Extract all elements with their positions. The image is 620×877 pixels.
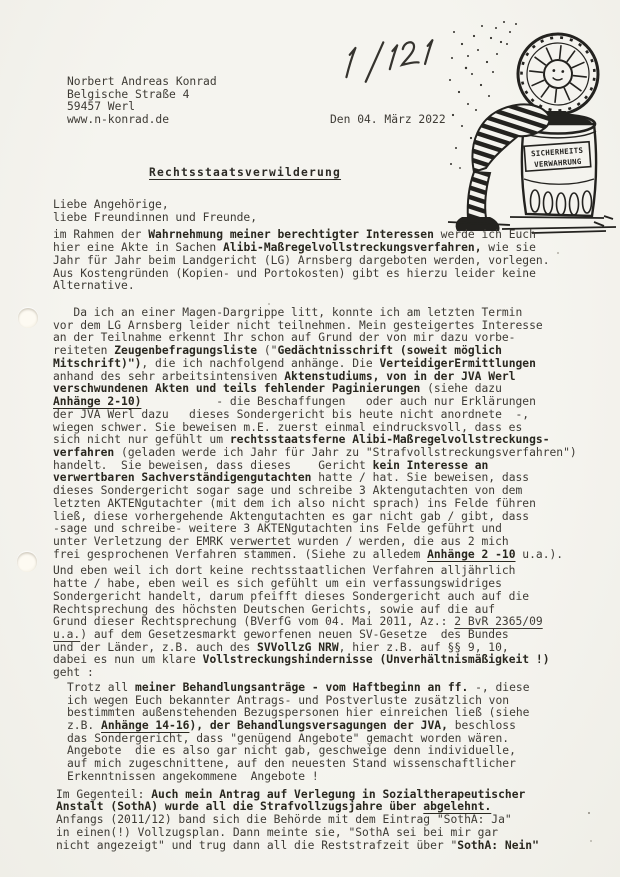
handwritten-page-number [334,38,440,84]
text-line: ließ, diese vorhergehende Aktengutachten es gar nicht gab / gibt, dass [53,509,530,523]
text-line: im Rahmen der Wahrnehmung meiner berechtigter Interessen werde ich Euch [53,228,536,242]
text-line: Jahr für Jahr beim Landgericht (LG) Arnsberg dargeboten werden, vorlegen. [53,253,550,267]
can-label-line2: VERWAHRUNG [533,156,582,170]
sender-address-line: Norbert Andreas Konrad [67,75,217,88]
text-line: vor dem LG Arnsberg leider nicht teilnehmen. Mein gesteigertes Interesse [53,318,543,332]
text-line: unter Verletzung der EMRK verwertet wurden / werden, die aus 2 mich [53,534,509,548]
text-line: ich wegen Euch bekannter Antrags- und Postverluste zusätzlich von [67,693,510,707]
text-line: Anfangs (2011/12) band sich die Behörde mit dem Eintrag "SothA: Ja" [56,813,512,827]
text-line: Rechtsprechung des höchsten Deutschen Gerichts, sowie auf die auf [53,602,496,616]
text-line: nicht angezeigt" und trug dann all die Reststrafzeit über "SothA: Nein" [56,838,539,852]
text-line: Erkenntnissen angekommene Angebote ! [67,769,319,783]
text-line: Sondergericht handelt, darum pfeifft dieses Sondergericht auch auf die [53,589,530,603]
text-line: sich nicht nur gefühlt um rechtsstaatsferne Alibi-Maßregelvollstreckungs- [53,433,550,447]
scan-noise-specks [0,0,2,2]
text-line: Angebote die es also gar nicht gab, geschweige denn individuelle, [67,744,516,758]
text-line: Im Gegenteil: Auch mein Antrag auf Verlegung in Sozialtherapeutischer [56,787,526,801]
text-line: Aus Kostengründen (Kopien- und Portokosten) gibt es hierzu leider keine [53,266,536,280]
paragraph [53,565,615,679]
text-line: Und eben weil ich dort keine rechtsstaatlichen Verfahren alljährlich [53,564,516,578]
can-label-line1: SICHERHEITS [530,145,584,159]
sender-address-line: Belgische Straße 4 [67,87,190,101]
text-line: auf mich zugeschnittene, auf den neuesten Stand wissenschaftlicher [67,757,516,771]
text-line: handelt. Sie beweisen, dass dieses Gericht kein Interesse an [53,458,489,472]
paragraph [53,307,615,561]
text-line: das Sondergericht, dass "genügend Angebote" gemacht worden wären. [67,731,510,745]
text-line: hatte / habe, eben weil es sich gefühlt um ein verfassungswidriges [53,577,502,591]
paragraph [53,789,615,853]
text-line: Mitschrift)"), die ich nachfolgend anhänge. Die VerteidigerErmittlungen [53,356,536,370]
text-line: z.B. Anhänge 14-16), der Behandlungsversagungen der JVA, beschloss [67,719,516,733]
text-line: reiteten Zeugenbefragungsliste ("Gedächtnisschrift (soweit möglich [53,344,502,358]
text-line: in einen(!) Vollzugsplan. Dann meinte sie, "SothA sei bei mir gar [56,825,499,839]
text-line: geht : [53,666,94,680]
text-line: u.a.) auf dem Gesetzesmarkt geworfenen neuen SV-Gesetze des Bundes [53,628,509,641]
text-line: verschwundenen Akten und teils fehlender Paginierungen (siehe dazu [53,382,502,396]
hole-punch [17,552,37,572]
text-line: frei gesprochenen Verfahren stammen. (Siehe zu alledem Anhänge 2 -10 u.a.). [53,547,564,561]
paragraph [53,199,615,224]
text-line: an der Teilnahme erkennt Ihr schon auf Grund der von mir dazu vorbe- [53,331,516,345]
text-line: anhand des sehr arbeitsintensiven Aktenstudiums, von in der JVA Werl [53,369,516,383]
text-line: liebe Freundinnen und Freunde, [53,210,258,224]
paragraph [53,229,615,293]
text-line: Alternative. [53,279,135,293]
can-label [524,142,591,171]
text-line: verfahren (geladen werde ich Jahr für Jahr zu "Strafvollstreckungsverfahren") [53,445,577,459]
sender-address-line: 59457 Werl [67,100,136,114]
text-line: verwertbaren Sachverständigengutachten hatte / hat. Sie beweisen, dass [53,471,530,485]
text-line: Da ich an einer Magen-Dargrippe litt, konnte ich am letzten Termin [53,306,523,320]
text-line: Trotz all meiner Behandlungsanträge - vom Haftbeginn an ff. -, diese [67,680,530,694]
hole-punch [18,308,38,328]
text-line: Anstalt (SothA) wurde all die Strafvollzugsjahre über abgelehnt. [56,800,492,814]
text-line: Grund dieser Rechtsprechung (BVerfG vom 04. Mai 2011, Az.: 2 BvR 2365/09 [53,615,543,629]
text-line: Anhänge 2-10) - die Beschaffungen oder auch nur Erklärungen [53,395,536,409]
text-line: bestimmten außenstehenden Bezugspersonen hier einreichen ließ (siehe [67,706,530,720]
text-line: und der Länder, z.B. auch des SVVollzG NRW, hier z.B. auf §§ 9, 10, [53,640,509,654]
text-line: -sage und schreibe- weitere 3 AKTENgutachten ins Felde geführt und [53,522,502,536]
letter-date: Den 04. März 2022 [330,113,446,126]
text-line: dabei es nun um klare Vollstreckungshindernisse (Unverhältnismäßigkeit !) [53,653,550,667]
text-line: wiegen schwer. Sie beweisen m.E. zuerst einmal eindrucksvoll, dass es [53,420,523,434]
text-line: der JVA Werl dazu dieses Sondergericht bis heute nicht anordnete -, [53,407,530,421]
letter-title: Rechtsstaatsverwilderung [149,166,342,179]
text-line: hier eine Akte in Sachen Alibi-Maßregelvollstreckungsverfahren, wie sie [53,241,536,255]
paragraph [53,682,615,784]
text-line: dieses Sondergericht sogar sage und schreibe 3 Aktengutachten von dem [53,484,523,498]
letter-body [53,199,615,852]
sender-address [67,76,217,127]
sender-address-line: www.n-konrad.de [67,113,170,127]
text-line: letzten AKTENgutachter (mit dem ich also nicht sprach) ins Felde führen [53,496,536,510]
text-line: Liebe Angehörige, [53,198,169,211]
